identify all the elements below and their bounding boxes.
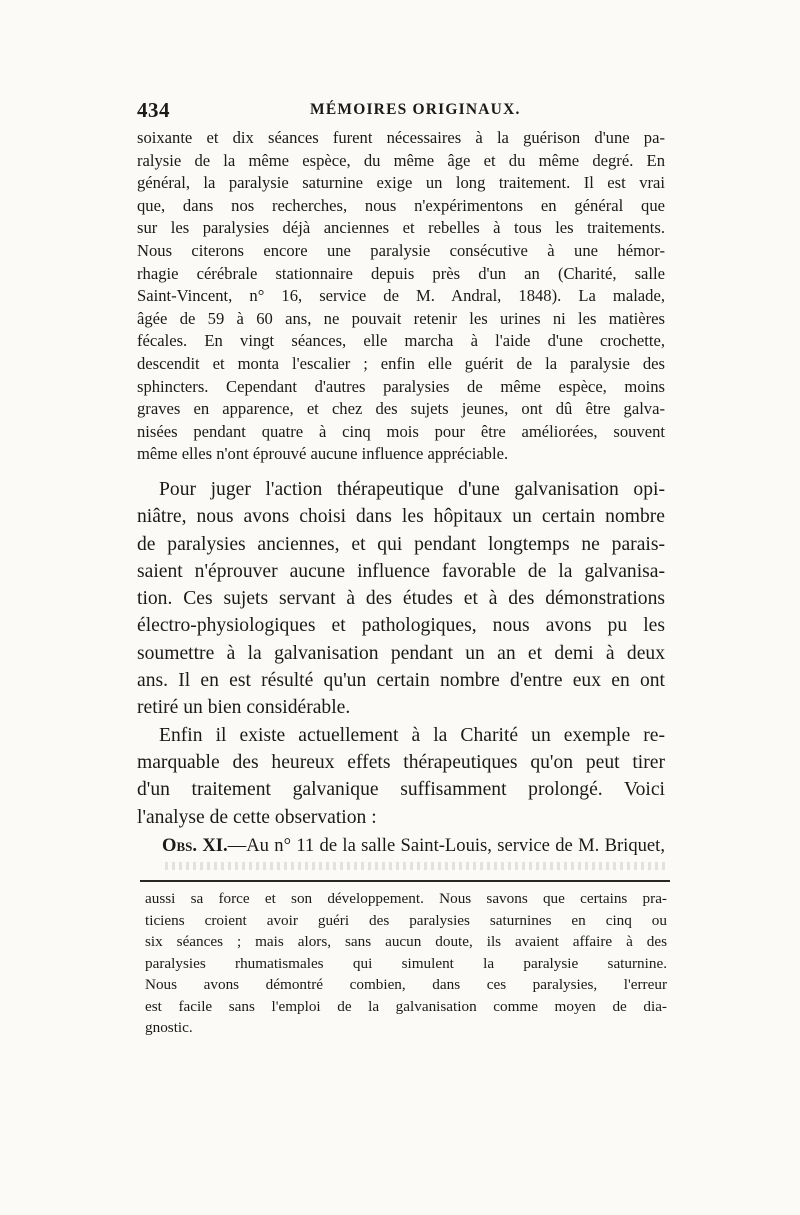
- footnote-line: gnostic.: [145, 1019, 193, 1036]
- footnote-line: six séances ; mais alors, sans aucun doute, ils avaient affaire à des: [145, 933, 667, 950]
- text-line: âgée de 59 à 60 ans, ne pouvait retenir les urines ni les matières: [137, 308, 665, 328]
- footnote-rule: [140, 880, 670, 882]
- text-line: retiré un bien considérable.: [137, 697, 351, 719]
- text-line: marquable des heureux effets thérapeutiques qu'on peut tirer: [137, 751, 665, 773]
- text-line: ralysie de la même espèce, du même âge et du même degré. En: [137, 150, 665, 170]
- text-line: général, la paralysie saturnine exige un long traitement. Il est vrai: [137, 173, 665, 193]
- text-line: descendit et monta l'escalier ; enfin elle guérit de la paralysie des: [137, 353, 665, 373]
- footnote-line: paralysies rhumatismales qui simulent la paralysie saturnine.: [145, 954, 667, 972]
- text-line: même elles n'ont éprouvé aucune influence appréciable.: [137, 444, 509, 464]
- text-line: Enfin il existe actuellement à la Charité un exemple re-: [159, 724, 665, 746]
- text-line: soumettre à la galvanisation pendant un an et demi à deux: [137, 642, 665, 664]
- text-line: l'analyse de cette observation :: [137, 806, 377, 828]
- text-line: électro-physiologiques et pathologiques, nous avons pu les: [137, 615, 665, 637]
- running-title: MÉMOIRES ORIGINAUX.: [310, 101, 521, 118]
- text-line: tion. Ces sujets servant à des études et à des démonstrations: [137, 588, 665, 610]
- text-line: Nous citerons encore une paralysie consécutive à une hémor-: [137, 240, 665, 260]
- observation-label: Obs. XI.: [162, 835, 228, 856]
- footnote-line: Nous avons démontré combien, dans ces paralysies, l'erreur: [145, 976, 667, 993]
- text-line: soixante et dix séances furent nécessaires à la guérison d'une pa-: [137, 128, 665, 147]
- footnote: [145, 888, 667, 1039]
- text-line: sur les paralysies déjà anciennes et rebelles à tous les traitements.: [137, 218, 665, 238]
- text-line: niâtre, nous avons choisi dans les hôpitaux un certain nombre: [137, 506, 665, 528]
- page-number: 434: [137, 98, 170, 122]
- text-line: de paralysies anciennes, et qui pendant longtemps ne parais-: [137, 533, 665, 555]
- text-line: Saint-Vincent, n° 16, service de M. Andral, 1848). La malade,: [137, 286, 665, 306]
- text-line: nisées pendant quatre à cinq mois pour être améliorées, souvent: [137, 421, 665, 441]
- observation-heading: [162, 833, 665, 859]
- text-line: d'un traitement galvanique suffisamment prolongé. Voici: [137, 779, 665, 801]
- text-line: Pour juger l'action thérapeutique d'une galvanisation opi-: [159, 479, 665, 500]
- text-line: saient n'éprouver aucune influence favorable de la galvanisa-: [137, 560, 665, 582]
- text-line: sphincters. Cependant d'autres paralysies de même espèce, moins: [137, 376, 665, 396]
- text-line: rhagie cérébrale stationnaire depuis près d'un an (Charité, salle: [137, 263, 665, 283]
- text-line: que, dans nos recherches, nous n'expérimentons en général que: [137, 195, 665, 215]
- footnote-line: ticiens croient avoir guéri des paralysies saturnines en cinq ou: [145, 911, 667, 929]
- paragraph-2-and-3: [137, 476, 665, 831]
- faded-print-band: [165, 862, 665, 870]
- footnote-line: aussi sa force et son développement. Nous savons que certains pra-: [145, 890, 667, 907]
- text-line: graves en apparence, et chez des sujets jeunes, ont dû être galva-: [137, 399, 665, 419]
- running-head: [137, 98, 665, 122]
- text-line: fécales. En vingt séances, elle marcha à l'aide d'une crochette,: [137, 331, 665, 351]
- observation-text: —Au n° 11 de la salle Saint-Louis, service de M. Briquet,: [227, 835, 665, 856]
- paragraph-1: [137, 127, 665, 466]
- footnote-line: est facile sans l'emploi de la galvanisation comme moyen de dia-: [145, 997, 667, 1015]
- text-line: ans. Il en est résulté qu'un certain nombre d'entre eux en ont: [137, 670, 665, 692]
